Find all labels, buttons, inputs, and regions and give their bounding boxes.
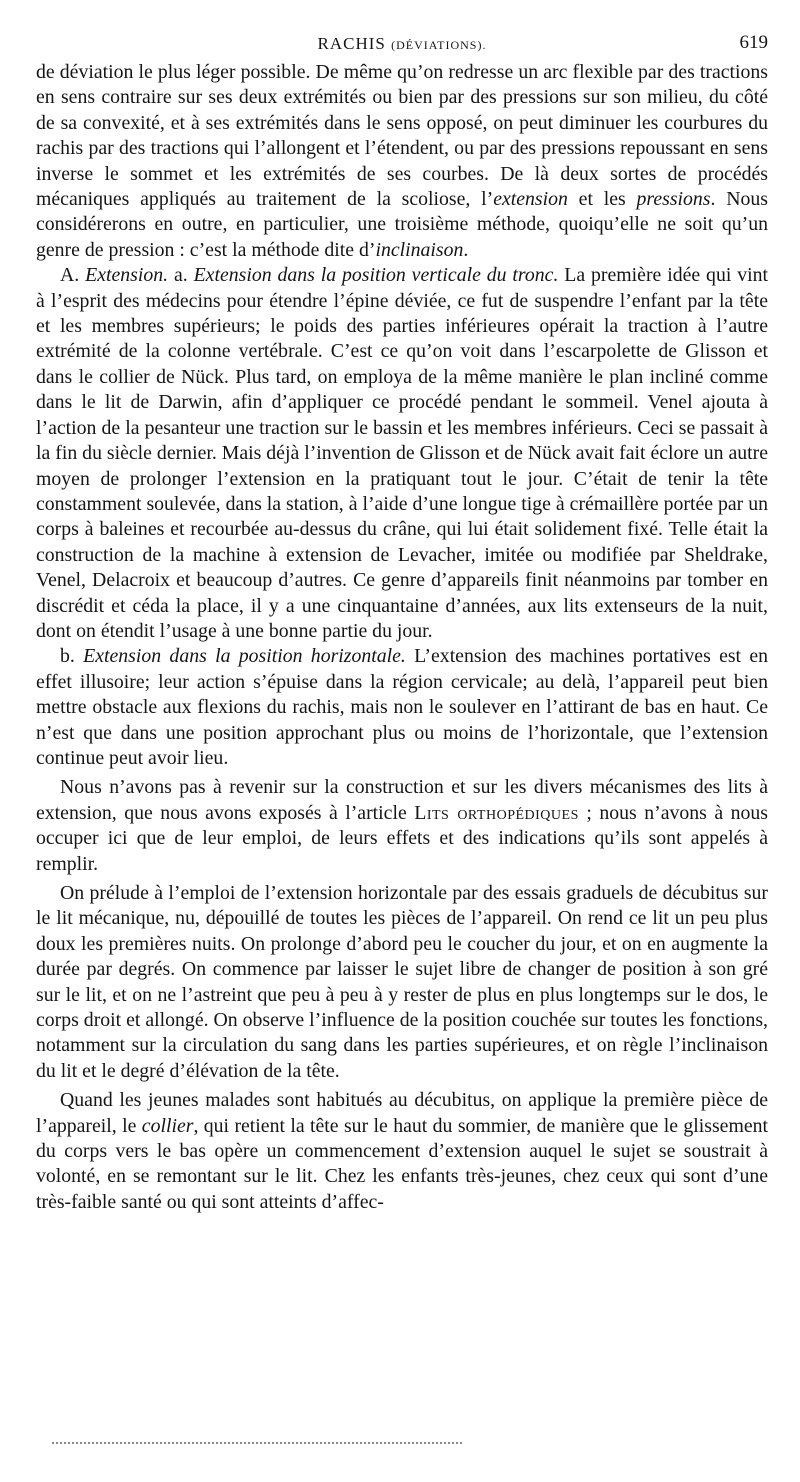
paragraph [36, 881, 768, 1084]
paragraph [36, 1088, 768, 1215]
text-run: Quand les jeunes malades sont habitués au décubitus, on applique la première pièce de l’appareil, le [36, 1089, 768, 1137]
text-run: . Nous considérerons en outre, en particulier, une troisième méthode, quoiqu’elle ne soit qu’un genre de pression : c’est la méthode dite d’ [36, 188, 769, 261]
text-run: a. [168, 264, 194, 287]
running-title-sub: (DÉVIATIONS). [391, 38, 487, 52]
paragraph [36, 60, 768, 263]
text-run: b. [60, 645, 84, 668]
text-run: . [463, 238, 469, 261]
running-title-main: RACHIS [317, 34, 386, 53]
footer-dotted-rule [52, 1442, 462, 1444]
italic-run: Extension dans la position verticale du tronc. [193, 264, 559, 287]
running-title [36, 34, 768, 54]
text-run: et les [567, 188, 637, 211]
paragraph [36, 644, 768, 771]
smallcaps-run: Lits orthopédiques [414, 801, 579, 824]
text-run: Nous n’avons pas à revenir sur la construction et sur les divers mécanismes des lits à extension, que nous avons exposés à l’article [36, 776, 768, 824]
text-run: , qui retient la tête sur le haut du sommier, de manière que le glissement du corps vers le bas opère un commencement d’extension auquel le sujet se soustrait à volonté, en se remontant sur le lit. Chez les enfants très-jeunes, chez ceux qui sont d’une très-faible santé ou qui sont atteints d’affec- [36, 1114, 768, 1213]
italic-run: extension [493, 188, 568, 211]
text-run: La première idée qui vint à l’esprit des médecins pour étendre l’épine déviée, ce fut de suspendre l’enfant par la tête et les membres supérieurs; le poids des parties inférieures opérait la traction à l’autre extrémité de la colonne vertébrale. C’est ce qu’on voit dans l’escarpolette de Glisson et dans le collier de Nück. Plus tard, on employa de la même manière le plan incliné comme dans le lit de Darwin, afin d’appliquer ce procédé pendant le sommeil. Venel ajouta à l’action de la pesanteur une traction sur le bassin et les membres inférieurs. Ceci se passait à la fin du siècle dernier. Mais déjà l’invention de Glisson et de Nück avait fait éclore un autre moyen de prolonger l’extension en la pratiquant tout le jour. C’était de tenir la tête constamment soulevée, dans la station, à l’aide d’une longue tige à crémaillère portée par un corps à baleines et recourbée au-dessus du crâne, qui lui était solidement fixé. Telle était la construction de la machine à extension de Levacher, imitée ou modifiée par Sheldrake, Venel, Delacroix et beaucoup d’autres. Ce genre d’appareils finit néanmoins par tomber en discrédit et céda la place, il y a une cinquantaine d’années, aux lits extenseurs de la nuit, dont on étendit l’usage à une bonne partie du jour. [36, 264, 768, 642]
text-run: A. [60, 264, 86, 287]
page-number: 619 [739, 32, 768, 53]
text-run: ; nous n’avons à nous occuper ici que de leur emploi, de leurs effets et des indications qu’ils sont appelés à remplir. [36, 801, 769, 875]
italic-run: pressions [636, 188, 711, 211]
body-text [36, 60, 768, 1215]
text-run: On prélude à l’emploi de l’extension horizontale par des essais graduels de décubitus sur le lit mécanique, nu, dépouillé de toutes les pièces de l’appareil. On rend ce lit un peu plus doux les premières nuits. On prolonge d’abord peu le coucher du jour, et on en augmente la durée par degrés. On commence par laisser le sujet libre de changer de position à son gré sur le lit, et on ne l’astreint que peu à peu à y rester de plus en plus longtemps sur le dos, le corps droit et allongé. On observe l’influence de la position couchée sur toutes les fonctions, notamment sur la circulation du sang dans les parties supérieures, et on règle l’inclinaison du lit et le degré d’élévation de la tête. [36, 882, 768, 1082]
italic-run: Extension. [85, 264, 169, 287]
running-head [36, 28, 768, 58]
paragraph [36, 263, 768, 644]
italic-run: inclinaison [375, 238, 464, 261]
italic-run: Extension dans la position horizontale. [83, 645, 406, 668]
paragraph [36, 775, 768, 877]
text-run: de déviation le plus léger possible. De même qu’on redresse un arc flexible par des tractions en sens contraire sur ses deux extrémités ou bien par des pressions sur son milieu, du côté de sa convexité, et à ses extrémités dans le sens opposé, on peut diminuer les courbures du rachis par des tractions qui l’allongent et l’étendent, ou par des pressions repoussant en sens inverse le sommet et les extrémités de ses courbes. De là deux sortes de procédés mécaniques appliqués au traitement de la scoliose, l’ [36, 61, 768, 211]
text-run: L’extension des machines portatives est en effet illusoire; leur action s’épuise dans la région cervicale; au delà, l’appareil peut bien mettre obstacle aux flexions du rachis, mais non le soulever en l’attirant de bas en haut. Ce n’est que dans une position approchant plus ou moins de l’horizontale, que l’extension continue peut avoir lieu. [36, 645, 769, 769]
italic-run: collier [141, 1114, 194, 1137]
